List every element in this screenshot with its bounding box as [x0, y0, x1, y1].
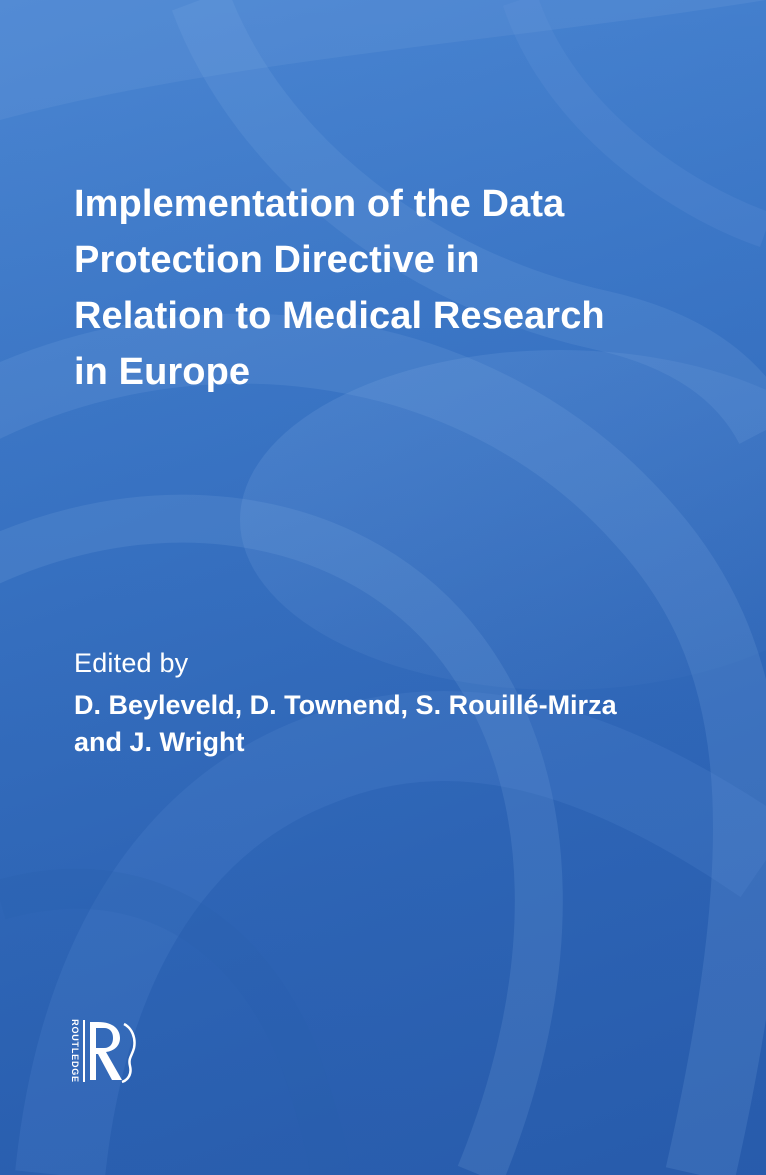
title-line: Protection Directive in [74, 239, 480, 281]
editor-line: D. Beyleveld, D. Townend, S. Rouillé-Mirza [74, 690, 617, 720]
publisher-name: ROUTLEDGE [70, 1019, 81, 1083]
publisher-wordmark [66, 1018, 84, 1084]
edited-by-label: Edited by [74, 648, 189, 678]
book-title [74, 176, 734, 400]
title-line: Implementation of the Data [74, 183, 565, 225]
title-line: in Europe [74, 351, 251, 393]
editor-line: and J. Wright [74, 727, 245, 757]
title-line: Relation to Medical Research [74, 295, 605, 337]
editor-names [74, 687, 754, 761]
